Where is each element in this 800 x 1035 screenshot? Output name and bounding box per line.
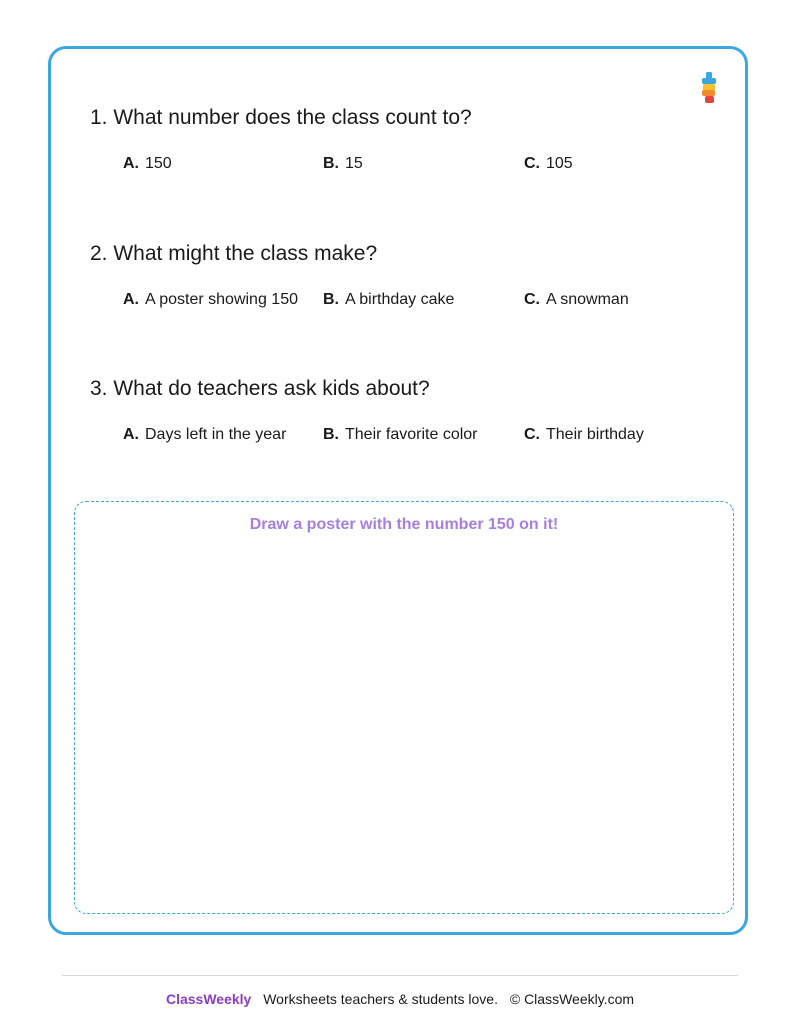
option-b[interactable] <box>323 289 498 310</box>
option-letter: A. <box>123 426 139 443</box>
footer-brand[interactable]: ClassWeekly <box>165 991 252 1007</box>
option-c[interactable] <box>524 424 699 445</box>
option-letter: C. <box>524 291 540 308</box>
answer-options <box>90 153 730 197</box>
option-text: 105 <box>546 155 573 172</box>
option-text: Their favorite color <box>345 426 478 443</box>
drawing-area[interactable] <box>74 501 734 914</box>
question-text: 1. What number does the class count to? <box>90 106 472 129</box>
question-2 <box>90 241 730 333</box>
option-a[interactable] <box>123 424 298 445</box>
option-letter: B. <box>323 291 339 308</box>
option-text: 15 <box>345 155 363 172</box>
option-b[interactable] <box>323 424 498 445</box>
footer-copyright: © ClassWeekly.com <box>509 991 635 1007</box>
footer-divider <box>62 975 738 976</box>
option-letter: A. <box>123 291 139 308</box>
option-letter: A. <box>123 155 139 172</box>
answer-options <box>90 424 730 468</box>
footer <box>0 991 800 1007</box>
option-letter: C. <box>524 426 540 443</box>
option-a[interactable] <box>123 153 298 174</box>
option-a[interactable] <box>123 289 298 310</box>
question-text: 3. What do teachers ask kids about? <box>90 377 430 400</box>
option-letter: B. <box>323 426 339 443</box>
option-letter: B. <box>323 155 339 172</box>
footer-tagline: Worksheets teachers & students love. <box>263 991 498 1007</box>
option-text: A poster showing 150 <box>145 291 298 308</box>
option-c[interactable] <box>524 289 699 310</box>
option-text: A snowman <box>546 291 629 308</box>
option-text: A birthday cake <box>345 291 455 308</box>
option-text: 150 <box>145 155 172 172</box>
stacked-blocks-icon <box>702 72 716 103</box>
worksheet-card <box>48 46 748 935</box>
option-text: Their birthday <box>546 426 644 443</box>
option-c[interactable] <box>524 153 699 174</box>
answer-options <box>90 289 730 333</box>
option-text: Days left in the year <box>145 426 287 443</box>
option-letter: C. <box>524 155 540 172</box>
question-1 <box>90 105 730 197</box>
question-text: 2. What might the class make? <box>90 242 378 265</box>
drawing-prompt: Draw a poster with the number 150 on it! <box>249 516 559 533</box>
question-3 <box>90 376 730 468</box>
option-b[interactable] <box>323 153 498 174</box>
